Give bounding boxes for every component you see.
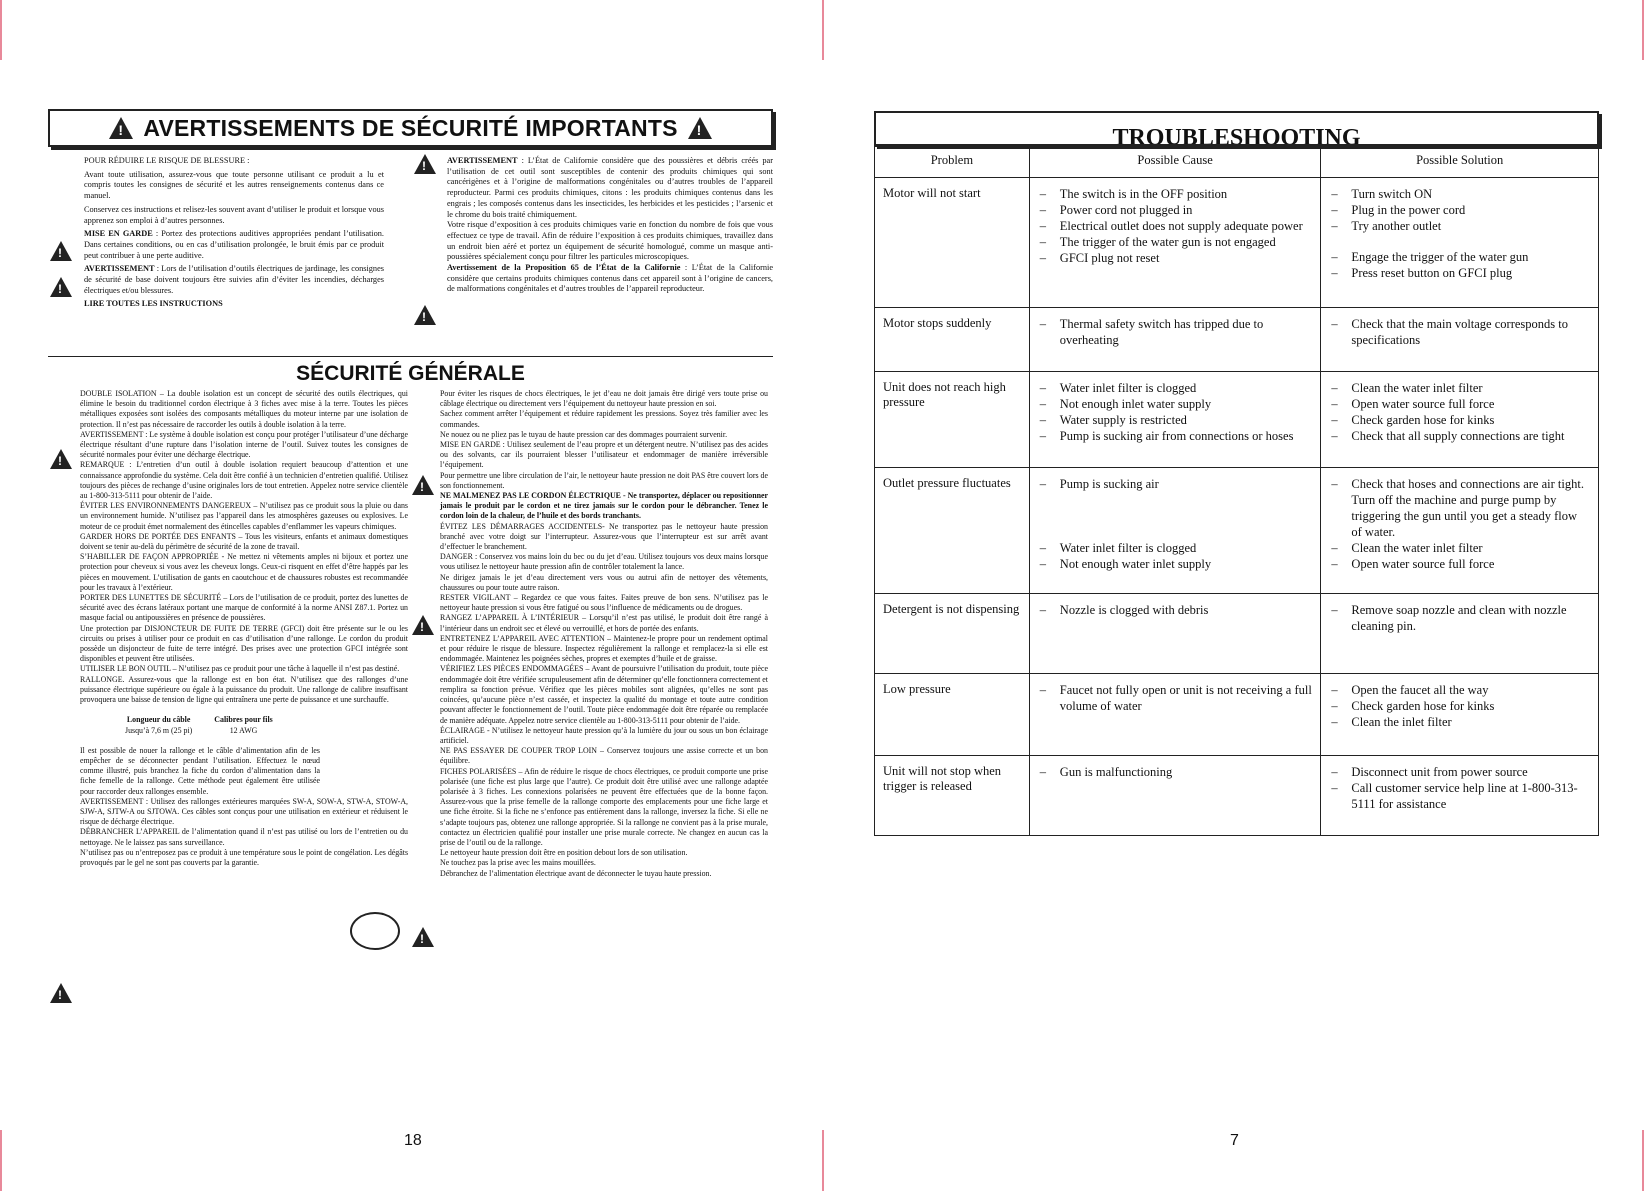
solution-item: – Press reset button on GFCI plug (1329, 265, 1590, 281)
cause-item: – Not enough water inlet supply (1038, 556, 1313, 572)
maintain-care: ENTRETENEZ L’APPAREIL AVEC ATTENTION – Maintenez-le propre pour un rendement optimal et pour réduire le risque de blessure. Inspectez régulièrement la rallonge et remplacez-la si elle est endommagée. Maintenez les poignées sèches, propres et exemptes d’huile et de graisse. (440, 633, 768, 664)
spray-self: Ne dirigez jamais le jet d’eau directement vers vous ou autrui afin de nettoyer des vêtements, chaussures ou pour toute autre raison. (440, 572, 768, 592)
extension-cord: RALLONGE. Assurez-vous que la rallonge est en bon état. N’utilisez que des rallonges d’une puissance électrique supérieure ou égale à la puissance du produit. Une rallonge de calibre insuffisant provoquera une baisse de tension de ligne qui entraînera une perte de puissance et une surchauffe. (80, 674, 408, 705)
prop65-label: Avertissement de la Proposition 65 de l’État de la Californie (447, 263, 681, 273)
warning-label: AVERTISSEMENT (447, 156, 518, 165)
solution-cell (1321, 468, 1599, 594)
problem-cell: Unit will not stop when trigger is released (875, 756, 1030, 836)
wire-gauge-column (214, 715, 272, 735)
freezing-warning: N’utilisez pas ou n’entreposez pas ce produit à une température sous le point de congélation. Les dégâts provoqués par le gel ne sont pas couverts par la garantie. (80, 847, 409, 867)
problem-cell: Low pressure (875, 674, 1030, 756)
table-row (875, 468, 1599, 594)
cause-header: Possible Cause (1029, 147, 1321, 178)
table-row (875, 308, 1599, 372)
cause-item: – Pump is sucking air from connections or hoses (1038, 428, 1313, 444)
troubleshooting-table (874, 146, 1599, 836)
caution-text: : Portez des protections auditives appropriées pendant l’utilisation. Dans certaines conditions, ou en cas d’utilisation prolongée, le bruit émis par ce produit peut contribuer à une perte auditive. (84, 229, 384, 260)
disconnect-before-hose: Débranchez de l’alimentation électrique avant de déconnecter le tuyau haute pression. (440, 868, 712, 878)
cable-length-column (125, 715, 192, 735)
problem-cell: Motor stops suddenly (875, 308, 1030, 372)
gfci-protection: Une protection par DISJONCTEUR DE FUITE DE TERRE (GFCI) doit être présente sur le ou les circuits ou prises à utiliser pour ce produit en cas d’utilisation d’une rallonge. Le cordon du produit possède un disjoncteur de fuite de terre intégré. Des prises avec une protection GFCI intégrée sont disponibles et peuvent être utilisées. (80, 623, 408, 664)
cause-item: – Pump is sucking air (1038, 476, 1313, 492)
solution-item: – Clean the water inlet filter (1329, 540, 1590, 556)
warning-icon (50, 449, 72, 469)
problem-cell: Detergent is not dispensing (875, 594, 1030, 674)
keep-instructions: Conservez ces instructions et relisez-les souvent avant d’utiliser le produit et lorsque vous apprenez son emploi à d’autres personnes. (84, 204, 384, 225)
right-page (822, 0, 1644, 1191)
table-row (875, 674, 1599, 756)
cable-length-value: Jusqu’à 7,6 m (25 pi) (125, 725, 193, 735)
table-row (875, 372, 1599, 468)
warning-icon (412, 615, 434, 635)
garden-warning (84, 264, 384, 296)
intro-paragraph: Avant toute utilisation, assurez-vous que toute personne utilisant ce produit a lu et compris toutes les consignes de sécurité et les autres renseignements contenus dans ce manuel. (84, 169, 384, 201)
prop65-text: : L’État de la Californie considère que certains produits chimiques contenus dans cet appareil sont à l’origine de cancers, de malformations congénitales et d’autres troubles de l’appareil reproducteur. (447, 263, 773, 294)
warning-text: : L’État de Californie considère que des poussières et débris créés par l’utilisation de cet outil sont susceptibles de contenir des produits chimiques qui sont cancérigènes et à l’origine de malformations congénitales ou d’autres troubles de l’appareil reproducteur. Parmi ces produits chimiques, citons : les produits chimiques contenus dans les engrais ; les composés contenus dans les insecticides, les herbicides et les pesticides ; l’arsenic et le chrome du bois traité chimiquement. (447, 156, 773, 219)
overreach: NE PAS ESSAYER DE COUPER TROP LOIN – Conservez toujours une assise correcte et un bon équilibre. (440, 746, 768, 766)
solution-cell (1321, 674, 1599, 756)
solution-item: – Check that hoses and connections are air tight. Turn off the machine and purge pump by triggering the gun until you get a steady flow of water. (1329, 476, 1590, 540)
california-warning (447, 156, 773, 220)
cord-abuse: NE MALMENEZ PAS LE CORDON ÉLECTRIQUE - Ne transportez, déplacer ou repositionner jamais le produit par le cordon et ne tirez jamais sur le cordon pour le débrancher. Tenez le cordon loin de la chaleur, de l’huile et des bords tranchants. (440, 491, 768, 521)
table-header-row (875, 147, 1599, 178)
stay-alert: RESTER VIGILANT – Regardez ce que vous faites. Faites preuve de bon sens. N’utilisez pas le nettoyeur haute pression si vous être fatigué ou sous l’influence de médicaments ou de drogues. (440, 593, 768, 613)
cause-item: – Nozzle is clogged with debris (1038, 602, 1313, 618)
right-tool: UTILISER LE BON OUTIL – N’utilisez pas ce produit pour une tâche à laquelle il n’est pas destiné. (80, 664, 400, 674)
solution-item: – Remove soap nozzle and clean with nozzle cleaning pin. (1329, 602, 1590, 634)
warning-icon (688, 117, 712, 139)
cable-gauge-table (80, 715, 408, 735)
safety-glasses: PORTER DES LUNETTES DE SÉCURITÉ – Lors de l’utilisation de ce produit, portez des lunettes de sécurité avec des écrans latéraux portant une marque de conformité à la norme ANSI Z87.1. Portez un masque facial ou antipoussières en présence de poussières. (80, 593, 408, 623)
lighting: ÉCLAIRAGE - N’utilisez le nettoyeur haute pression qu’à la lumière du jour ou sous un bon éclairage artificiel. (440, 725, 768, 745)
cause-item: – The switch is in the OFF position (1038, 186, 1313, 202)
wet-hands: Ne touchez pas la prise avec les mains mouillées. (440, 858, 596, 868)
solution-cell (1321, 594, 1599, 674)
solution-item: – Disconnect unit from power source (1329, 764, 1590, 780)
table-row (875, 756, 1599, 836)
solution-item: – Check garden hose for kinks (1329, 412, 1590, 428)
page-number: 7 (1230, 1132, 1239, 1149)
spacer (1329, 234, 1590, 249)
general-safety-title: SÉCURITÉ GÉNÉRALE (296, 362, 525, 385)
warning-icon (50, 983, 72, 1003)
warning-icon (109, 117, 133, 139)
cause-item: – Water supply is restricted (1038, 412, 1313, 428)
outdoor-cord-warning: AVERTISSEMENT : Utilisez des rallonges extérieures marquées SW-A, SOW-A, STW-A, STOW-A, SJW-A, SJTW-A ou SJTOWA. Ces câbles sont conçus pour une utilisation en extérieur et réduisent le risque de décharge électrique. (80, 796, 408, 827)
top-right-column (447, 156, 773, 295)
cause-item: – Gun is malfunctioning (1038, 764, 1313, 780)
solution-item: – Open the faucet all the way (1329, 682, 1590, 698)
warning-icon (414, 305, 436, 325)
crop-mark (0, 0, 2, 60)
caution-label: MISE EN GARDE (84, 229, 153, 239)
cause-item: – Water inlet filter is clogged (1038, 380, 1313, 396)
cause-item: – GFCI plug not reset (1038, 250, 1313, 266)
read-all-instructions: LIRE TOUTES LES INSTRUCTIONS (84, 299, 223, 309)
wire-gauge-header: Calibres pour fils (214, 715, 273, 725)
solution-item: – Turn switch ON (1329, 186, 1590, 202)
note-service: REMARQUE : L’entretien d’un outil à double isolation requiert beaucoup d’attention et une connaissance approfondie du système. Cela doit être confié à un technicien d’entretien qualifié. Utilisez toujours des pièces de rechange d’usine originales lors de tout entretien. Appelez notre service clientèle au 1-800-313-5111 pour obtenir de l’aide. (80, 460, 408, 501)
unplug-appliance: DÉBRANCHER L’APPAREIL de l’alimentation quand il n’est pas utilisé ou lors de l’entretien ou du nettoyage. Ne le laissez pas sans surveillance. (80, 827, 408, 847)
problem-cell: Unit does not reach high pressure (875, 372, 1030, 468)
cause-item: – Thermal safety switch has tripped due to overheating (1038, 316, 1313, 348)
know-controls: Sachez comment arrêter l’équipement et réduire rapidement les pressions. Soyez très familier avec les commandes. (440, 409, 768, 429)
solution-item: – Clean the water inlet filter (1329, 380, 1590, 396)
solution-cell (1321, 372, 1599, 468)
upright-position: Le nettoyeur haute pression doit être en position debout lors de son utilisation. (440, 848, 688, 858)
cause-cell (1029, 308, 1321, 372)
cable-length-header: Longueur du câble (126, 715, 191, 725)
knot-cord: Il est possible de nouer la rallonge et le câble d’alimentation afin de les empêcher de se déconnecter pendant l’utilisation. Effectuez le nœud comme illustré, puis branchez la fiche du cordon d’alimentation dans la fiche femelle de la rallonge. Cette méthode peut également être utilisée pour raccorder deux rallonges ensemble. (80, 745, 320, 796)
solution-item: – Check that the main voltage corresponds to specifications (1329, 316, 1590, 348)
check-damaged-parts: VÉRIFIEZ LES PIÈCES ENDOMMAGÉES – Avant de poursuivre l’utilisation du produit, toute pièce endommagée doit être vérifiée scrupuleusement afin de déterminer qu’elle fonctionnera correctement et remplira sa fonction prévue. Vérifiez que les pièces mobiles sont alignées, qu’elles ne sont pas coincées, qu’aucune pièce n’est cassée, et inspectez la qualité du montage et toute autre condition pouvant affecter le fonctionnement de l’outil. Toute pièce endommagée doit être réparée ou remplacée de manière adéquate. Appelez notre service clientèle au 1-800-313-5111 pour obtenir de l’aide. (440, 664, 768, 725)
solution-cell (1321, 308, 1599, 372)
general-safety-right-column (440, 389, 768, 879)
dress-properly: S’HABILLER DE FAÇON APPROPRIÉE - Ne mettez ni vêtements amples ni bijoux et portez une protection pour cheveux si vous avez les cheveux longs. Ceux-ci risquent en effet d’être happés par les pièces en mouvement. L’utilisation de gants en caoutchouc et de chaussures robustes est recommandée pour les travaux à l’extérieur. (80, 552, 408, 592)
warning-icon (50, 241, 72, 261)
prop65-warning (447, 263, 773, 295)
intro-heading: POUR RÉDUIRE LE RISQUE DE BLESSURE : (84, 156, 250, 165)
page-number: 18 (404, 1132, 422, 1149)
detergent-caution: MISE EN GARDE : Utilisez seulement de l’eau propre et un détergent neutre. N’utilisez pas des acides ou des solvants, car ils pourraient blesser l’utilisateur et endommager de manière irréversible l’équipement. (440, 440, 768, 470)
cause-cell (1029, 178, 1321, 308)
problem-cell: Outlet pressure fluctuates (875, 468, 1030, 594)
problem-cell: Motor will not start (875, 178, 1030, 308)
top-left-column (84, 156, 384, 310)
solution-cell (1321, 756, 1599, 836)
cause-item: – Faucet not fully open or unit is not receiving a full volume of water (1038, 682, 1313, 714)
hose-kink: Ne nouez ou ne pliez pas le tuyau de haute pression car des dommages pourraient survenir. (440, 429, 728, 439)
cause-item: – Water inlet filter is clogged (1038, 540, 1313, 556)
solution-item: – Plug in the power cord (1329, 202, 1590, 218)
solution-header: Possible Solution (1321, 147, 1599, 178)
title-text: AVERTISSEMENTS DE SÉCURITÉ IMPORTANTS (143, 114, 678, 141)
solution-item: – Check garden hose for kinks (1329, 698, 1590, 714)
warning-label: AVERTISSEMENT (84, 264, 155, 274)
accidental-start: ÉVITEZ LES DÉMARRAGES ACCIDENTELS- Ne transportez pas le nettoyeur haute pression branché avec votre doigt sur l’interrupteur. Assurez-vous que l’interrupteur est sur arrêt avant d’effectuer le branchement. (440, 521, 768, 552)
cause-item: – Not enough inlet water supply (1038, 396, 1313, 412)
solution-item: – Check that all supply connections are tight (1329, 428, 1590, 444)
cause-cell (1029, 468, 1321, 594)
troubleshooting-title: TROUBLESHOOTING (874, 111, 1599, 146)
exposure-paragraph: Votre risque d’exposition à ces produits chimiques varie en fonction du nombre de fois que vous effectuez ce type de travail. Afin de réduire l’exposition à ces produits chimiques, travaillez dans un endroit bien aéré et portez un équipement de sécurité homologué, comme un masque anti-poussières spécialement conçu pour filtrer les particules microscopiques. (447, 220, 773, 262)
air-circulation: Pour permettre une libre circulation de l’air, le nettoyeur haute pression ne doit PAS être couvert lors de son fonctionnement. (440, 470, 768, 490)
crop-mark (822, 1130, 824, 1191)
cause-item: – Power cord not plugged in (1038, 202, 1313, 218)
crop-mark (822, 0, 824, 60)
cause-item: – The trigger of the water gun is not engaged (1038, 234, 1313, 250)
solution-item: – Open water source full force (1329, 556, 1590, 572)
warning-icon (412, 475, 434, 495)
solution-item: – Engage the trigger of the water gun (1329, 249, 1590, 265)
warning-icon (50, 277, 72, 297)
solution-cell (1321, 178, 1599, 308)
cause-cell (1029, 594, 1321, 674)
cause-cell (1029, 674, 1321, 756)
section-divider (48, 356, 773, 357)
solution-item: – Open water source full force (1329, 396, 1590, 412)
hearing-caution (84, 229, 384, 261)
plug-knot-icon (350, 912, 400, 950)
avoid-environments: ÉVITER LES ENVIRONNEMENTS DANGEREUX – N’utilisez pas ce produit sous la pluie ou dans un environnement humide. N’utilisez pas l’appareil dans les atmosphères gazeuses ou explosives. Le moteur de ce produit émet normalement des étincelles capables d’enflammer les vapeurs chimiques. (80, 501, 408, 531)
warning-icon (414, 154, 436, 174)
table-row (875, 594, 1599, 674)
cause-item: – Electrical outlet does not supply adequate power (1038, 218, 1313, 234)
table-row (875, 178, 1599, 308)
general-safety-left-column (80, 389, 408, 868)
cause-cell (1029, 756, 1321, 836)
electric-shock: Pour éviter les risques de chocs électriques, le jet d’eau ne doit jamais être dirigé vers toute prise ou câblage électrique ou directement vers l’équipement du nettoyeur haute pression en soi. (440, 389, 768, 409)
solution-item: – Clean the inlet filter (1329, 714, 1590, 730)
warning-icon (412, 927, 434, 947)
spacer (1038, 492, 1313, 540)
store-indoors: RANGEZ L’APPAREIL À L’INTÉRIEUR – Lorsqu’il n’est pas utilisé, le produit doit être rangé à l’intérieur dans un endroit sec et élevé ou verrouillé, et hors de portée des enfants. (440, 613, 768, 633)
double-insulation: DOUBLE ISOLATION – La double isolation est un concept de sécurité des outils électriques, qui élimine le besoin du traditionnel cordon électrique à 3 fiches avec mise à la terre. Toutes les pièces métalliques exposées sont isolées des composants métalliques du moteur interne par une isolation de protection. Il n’est pas nécessaire de raccorder les outils à double isolation à la terre. (80, 389, 408, 429)
keep-children-away: GARDER HORS DE PORTÉE DES ENFANTS – Tous les visiteurs, enfants et animaux domestiques doivent se tenir au-delà du périmètre de sécurité de la zone de travail. (80, 531, 408, 552)
danger-hands: DANGER : Conservez vos mains loin du bec ou du jet d’eau. Utilisez toujours vos deux mains lorsque vous utilisez le nettoyeur haute pression afin de contrôler totalement la lance. (440, 552, 768, 572)
safety-warnings-title (48, 109, 773, 147)
double-insulation-warning: AVERTISSEMENT : Le système à double isolation est conçu pour protéger l’utilisateur d’une décharge électrique résultant d’une rupture dans l’isolation interne de l’outil. Suivez toutes les consignes de sécurité normales pour éviter une décharge électrique. (80, 429, 409, 460)
solution-item: – Call customer service help line at 1-800-313-5111 for assistance (1329, 780, 1590, 812)
warning-text: : Lors de l’utilisation d’outils électriques de jardinage, les consignes de sécurité de base doivent toujours être suivies afin d’éviter les incendies, décharges électriques et/ou blessures. (84, 264, 384, 295)
problem-header: Problem (875, 147, 1030, 178)
cause-cell (1029, 372, 1321, 468)
crop-mark (0, 1130, 2, 1191)
solution-item: – Try another outlet (1329, 218, 1590, 234)
wire-gauge-value: 12 AWG (229, 725, 258, 735)
polarized-plugs: FICHES POLARISÉES – Afin de réduire le risque de chocs électriques, ce produit comporte une prise polarisée (une fiche est plus large que l’autre). Ce produit doit être utilisé avec une rallonge adaptée polarisée à 3 fiches. Les connexions polarisées ne peuvent être effectuées que de la bonne façon. Assurez-vous que la prise femelle de la rallonge comporte des emplacements pour une fiche large et une fiche étroite. Si la fiche ne s’enfonce pas entièrement dans la rallonge, inversez la fiche. Si elle ne s’adapte toujours pas, obtenez une rallonge appropriée. Si la rallonge ne convient pas à la prise murale, contactez un électricien qualifié pour installer une prise murale correcte. Ne changez en aucun cas la prise de l’outil ou de la rallonge. (440, 766, 768, 847)
